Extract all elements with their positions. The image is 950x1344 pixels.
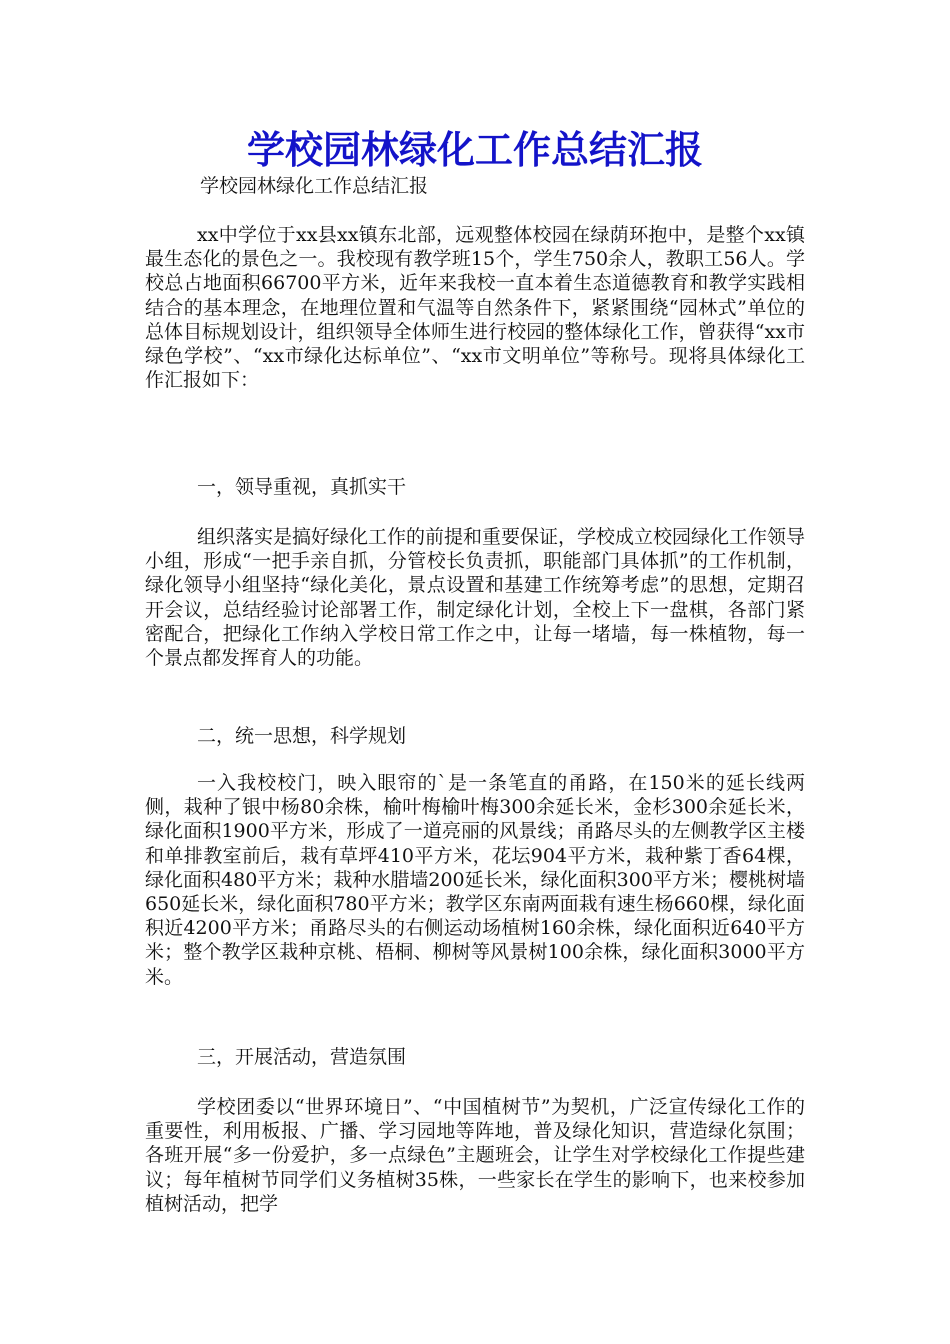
- section-paragraph-3: 学校团委以“世界环境日”、“中国植树节”为契机，广泛宣传绿化工作的重要性，利用板报、广播、学习园地等阵地，普及绿化知识，营造绿化氛围；各班开展“多一份爱护，多一点绿色”主题班会，让学生对学校绿化工作提些建议；每年植树节同学们义务植树35株，一些家长在学生的影响下，也来校参加植树活动，把学: [145, 1096, 805, 1215]
- document-title: 学校园林绿化工作总结汇报: [246, 127, 703, 172]
- section-paragraph-1: 组织落实是搞好绿化工作的前提和重要保证，学校成立校园绿化工作领导小组，形成“一把手亲自抓，分管校长负责抓，职能部门具体抓”的工作机制，绿化领导小组坚持“绿化美化，景点设置和基建工作统筹考虑”的思想，定期召开会议，总结经验讨论部署工作，制定绿化计划，全校上下一盘棋，各部门紧密配合，把绿化工作纳入学校日常工作之中，让每一堵墙，每一株植物，每一个景点都发挥育人的功能。: [145, 526, 806, 670]
- intro-paragraph: xx中学位于xx县xx镇东北部，远观整体校园在绿荫环抱中，是整个xx镇最生态化的景色之一。我校现有教学班15个，学生750余人，教职工56人。学校总占地面积66700平方米，近年来我校一直本着生态道德教育和教学实践相结合的基本理念，在地理位置和气温等自然条件下，紧紧围绕“园林式”单位的总体目标规划设计，组织领导全体师生进行校园的整体绿化工作，曾获得“xx市绿色学校”、“xx市绿化达标单位”、“xx市文明单位”等称号。现将具体绿化工作汇报如下：: [145, 224, 805, 392]
- document-subtitle: 学校园林绿化工作总结汇报: [200, 175, 429, 197]
- section-paragraph-2: 一入我校校门，映入眼帘的`是一条笔直的甬路，在150米的延长线两侧，栽种了银中杨80余株，榆叶梅榆叶梅300余延长米，金杉300余延长米，绿化面积1900平方米，形成了一道亮丽的风景线；甬路尽头的左侧教学区主楼和单排教室前后，栽有草坪410平方米，花坛904平方米，栽种紫丁香64棵，绿化面积480平方米；栽种水腊墙200延长米，绿化面积300平方米；樱桃树墙650延长米，绿化面积780平方米；教学区东南两面栽有速生杨660棵，绿化面积近4200平方米；甬路尽头的右侧运动场植树160余株，绿化面积近640平方米；整个教学区栽种京桃、梧桐、柳树等风景树100余株，绿化面积3000平方米。: [145, 772, 805, 988]
- section-heading-3: 三，开展活动，营造氛围: [197, 1046, 407, 1068]
- section-heading-2: 二，统一思想，科学规划: [197, 725, 407, 747]
- section-heading-1: 一，领导重视，真抓实干: [197, 476, 407, 498]
